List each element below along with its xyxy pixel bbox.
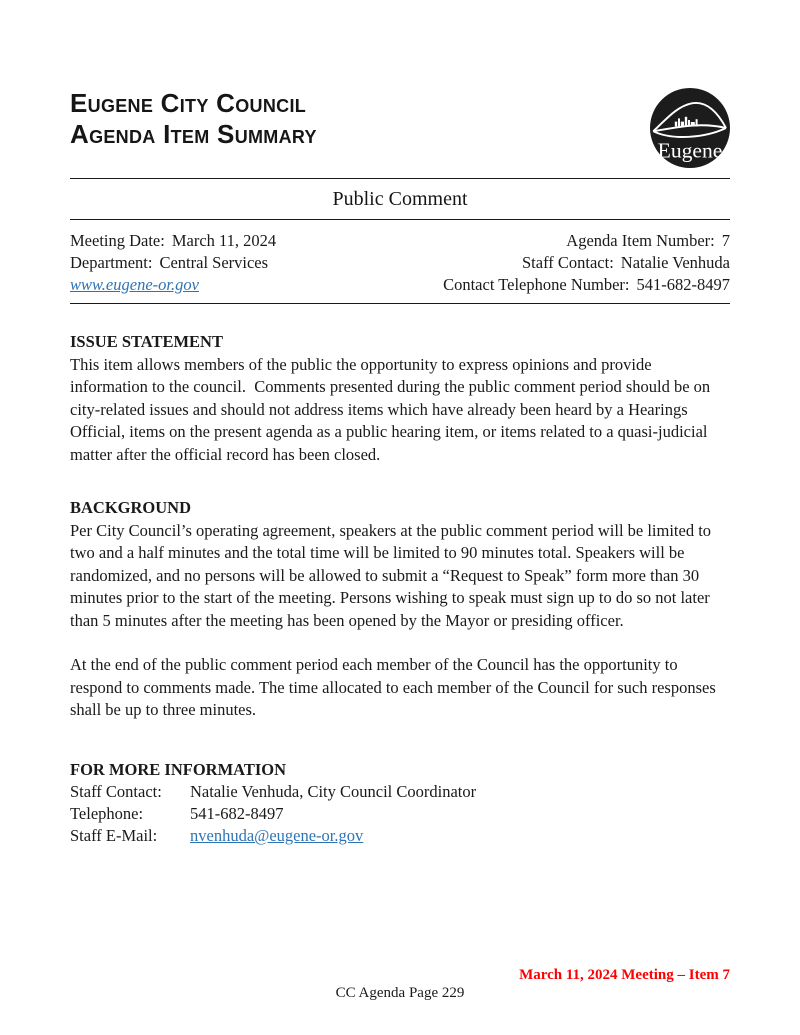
info-staff-contact-row bbox=[70, 781, 730, 803]
eugene-city-logo bbox=[650, 88, 730, 168]
background-section bbox=[70, 497, 730, 722]
issue-statement-heading: ISSUE STATEMENT bbox=[70, 332, 223, 351]
department-value: Central Services bbox=[159, 253, 269, 272]
footer-page-number: CC Agenda Page 229 bbox=[335, 985, 465, 1001]
info-staff-contact-label: Staff Contact: bbox=[70, 782, 162, 801]
info-telephone-label: Telephone: bbox=[70, 804, 144, 823]
staff-email-link[interactable]: nvenhuda@eugene-or.gov bbox=[190, 826, 364, 845]
divider-under-title bbox=[70, 219, 730, 220]
meeting-date-value: March 11, 2024 bbox=[171, 231, 277, 250]
background-paragraph-1: Per City Council’s operating agreement, speakers at the public comment period will be limited to two and a half minutes and the total time will be limited to 90 minutes total. Speakers will be randomized, and no persons will be allowed to submit a “Request to Speak” form more than 30 minutes prior to the start of the meeting. Persons wishing to speak must sign up to do so not later than 5 minutes after the meeting has been opened by the Mayor or presiding officer. bbox=[70, 520, 716, 630]
document-subject-title: Public Comment bbox=[332, 188, 468, 210]
eugene-logo-icon bbox=[650, 88, 730, 168]
page-title-line1: Eugene City Council bbox=[70, 88, 307, 118]
background-heading: BACKGROUND bbox=[70, 498, 192, 517]
agenda-item-number-label: Agenda Item Number: bbox=[566, 231, 715, 250]
more-information-heading: FOR MORE INFORMATION bbox=[70, 759, 287, 779]
info-telephone-row bbox=[70, 803, 730, 825]
staff-contact-label: Staff Contact: bbox=[521, 253, 614, 272]
info-staff-contact-value: Natalie Venhuda, City Council Coordinator bbox=[190, 782, 477, 801]
footer-meeting-reference: March 11, 2024 Meeting – Item 7 bbox=[519, 967, 730, 983]
meeting-date-row bbox=[70, 230, 276, 252]
issue-statement-section bbox=[70, 331, 730, 466]
meta-left-column bbox=[70, 230, 276, 296]
info-email-row bbox=[70, 825, 730, 847]
city-website-link[interactable]: www.eugene-or.gov bbox=[70, 275, 199, 294]
contact-telephone-value: 541-682-8497 bbox=[636, 275, 730, 294]
department-label: Department: bbox=[70, 253, 153, 272]
contact-telephone-label: Contact Telephone Number: bbox=[443, 275, 630, 294]
divider-top bbox=[70, 178, 730, 179]
more-information-section bbox=[70, 759, 730, 848]
page-title-line2: Agenda Item Summary bbox=[70, 119, 317, 149]
info-email-label: Staff E-Mail: bbox=[70, 826, 158, 845]
meeting-meta-block bbox=[70, 230, 730, 296]
staff-contact-value: Natalie Venhuda bbox=[620, 253, 730, 272]
website-row bbox=[70, 274, 276, 296]
contact-telephone-row bbox=[443, 274, 730, 296]
meeting-date-label: Meeting Date: bbox=[70, 231, 165, 250]
divider-under-meta bbox=[70, 303, 730, 304]
staff-contact-row bbox=[443, 252, 730, 274]
logo-wordmark: Eugene bbox=[657, 138, 723, 163]
issue-statement-body: This item allows members of the public the opportunity to express opinions and provide information to the council. Comments presented during the public comment period should be on city-related issues and should not address items which have already been heard by a Hearings Official, items on the present agenda as a public hearing item, or items related to a quasi-judicial matter after the official record has been closed. bbox=[70, 354, 715, 464]
page-title bbox=[70, 88, 317, 150]
department-row bbox=[70, 252, 276, 274]
meta-right-column bbox=[443, 230, 730, 296]
background-paragraph-2: At the end of the public comment period each member of the Council has the opportunity to respond to comments made. The time allocated to each member of the Council for such responses shall be up to three minutes. bbox=[70, 655, 720, 719]
info-telephone-value: 541-682-8497 bbox=[190, 804, 284, 823]
agenda-item-number-row bbox=[443, 230, 730, 252]
document-header bbox=[70, 88, 730, 168]
agenda-item-number-value: 7 bbox=[721, 231, 730, 250]
